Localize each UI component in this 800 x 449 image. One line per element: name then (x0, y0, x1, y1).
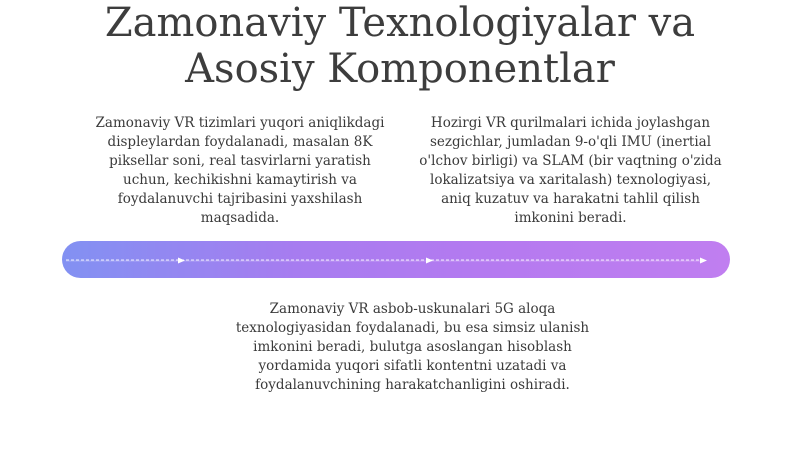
timeline-bar (62, 241, 730, 278)
paragraph-connectivity: Zamonaviy VR asbob-uskunalari 5G aloqa texnologiyasidan foydalanadi, bu esa simsiz ulanish imkonini beradi, bulutga asoslangan hisoblash yordamida yuqori sifatli kontentni uzatadi va foydalanuvchining harakatchanligini oshiradi. (235, 301, 590, 393)
title-line-1: Zamonaviy Texnologiyalar va (104, 0, 696, 46)
paragraph-display: Zamonaviy VR tizimlari yuqori aniqlikdagi displeylardan foydalanadi, masalan 8K piksellar soni, real tasvirlarni yaratish uchun, kechikishni kamaytirish va foydalanuvchi tajribasini yaxshilash maqsadida. (95, 115, 385, 226)
arrow-right-icon (700, 258, 707, 264)
page-title (0, 0, 800, 92)
timeline-arrows (62, 241, 730, 278)
arrow-right-icon (178, 258, 185, 264)
arrow-right-icon (426, 258, 433, 264)
title-line-2: Asosiy Komponentlar (185, 46, 615, 92)
paragraph-sensors: Hozirgi VR qurilmalari ichida joylashgan sezgichlar, jumladan 9-o'qli IMU (inertial o'lchov birligi) va SLAM (bir vaqtning o'zida lokalizatsiya va xaritalash) texnologiyasi, aniq kuzatuv va harakatni tahlil qilish imkonini beradi. (419, 115, 722, 226)
